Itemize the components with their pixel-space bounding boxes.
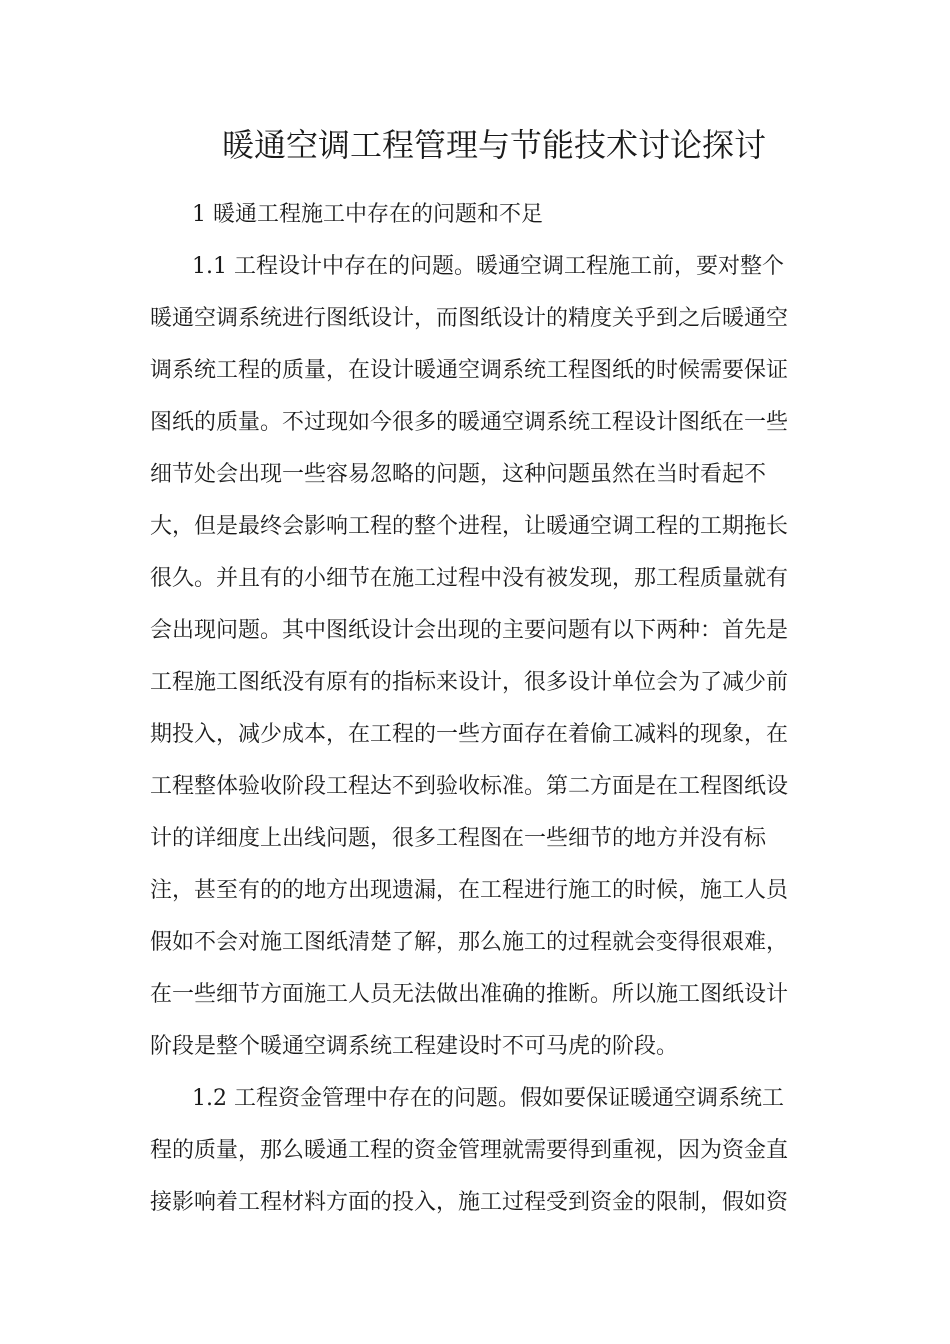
paragraph-line: 工程施工图纸没有原有的指标来设计，很多设计单位会为了减少前 bbox=[150, 670, 789, 695]
paragraph-line: 计的详细度上出线问题，很多工程图在一些细节的地方并没有标 bbox=[150, 826, 767, 851]
section-heading: 1 暖通工程施工中存在的问题和不足 bbox=[192, 202, 543, 227]
paragraph-line: 调系统工程的质量，在设计暖通空调系统工程图纸的时候需要保证 bbox=[150, 358, 789, 383]
paragraph-line: 图纸的质量。不过现如今很多的暖通空调系统工程设计图纸在一些 bbox=[150, 410, 789, 435]
paragraph-line: 在一些细节方面施工人员无法做出准确的推断。所以施工图纸设计 bbox=[150, 982, 789, 1007]
paragraph-line: 阶段是整个暖通空调系统工程建设时不可马虎的阶段。 bbox=[150, 1034, 679, 1059]
paragraph-line: 假如不会对施工图纸清楚了解，那么施工的过程就会变得很艰难， bbox=[150, 930, 789, 955]
paragraph-line: 细节处会出现一些容易忽略的问题，这种问题虽然在当时看起不 bbox=[150, 462, 767, 487]
paragraph-line: 1.1 工程设计中存在的问题。暖通空调工程施工前，要对整个 bbox=[192, 254, 784, 279]
paragraph-line: 会出现问题。其中图纸设计会出现的主要问题有以下两种：首先是 bbox=[150, 618, 789, 643]
paragraph-line: 程的质量，那么暖通工程的资金管理就需要得到重视，因为资金直 bbox=[150, 1138, 789, 1163]
paragraph-line: 注，甚至有的的地方出现遗漏，在工程进行施工的时候，施工人员 bbox=[150, 878, 789, 903]
paragraph-line: 很久。并且有的小细节在施工过程中没有被发现，那工程质量就有 bbox=[150, 566, 789, 591]
paragraph-line: 暖通空调系统进行图纸设计，而图纸设计的精度关乎到之后暖通空 bbox=[150, 306, 789, 331]
paragraph-line: 工程整体验收阶段工程达不到验收标准。第二方面是在工程图纸设 bbox=[150, 774, 789, 799]
document-title: 暖通空调工程管理与节能技术讨论探讨 bbox=[222, 126, 767, 164]
paragraph-line: 期投入，减少成本，在工程的一些方面存在着偷工减料的现象，在 bbox=[150, 722, 789, 747]
paragraph-line: 1.2 工程资金管理中存在的问题。假如要保证暖通空调系统工 bbox=[192, 1086, 784, 1111]
paragraph-line: 接影响着工程材料方面的投入，施工过程受到资金的限制，假如资 bbox=[150, 1190, 789, 1215]
paragraph-line: 大，但是最终会影响工程的整个进程，让暖通空调工程的工期拖长 bbox=[150, 514, 789, 539]
